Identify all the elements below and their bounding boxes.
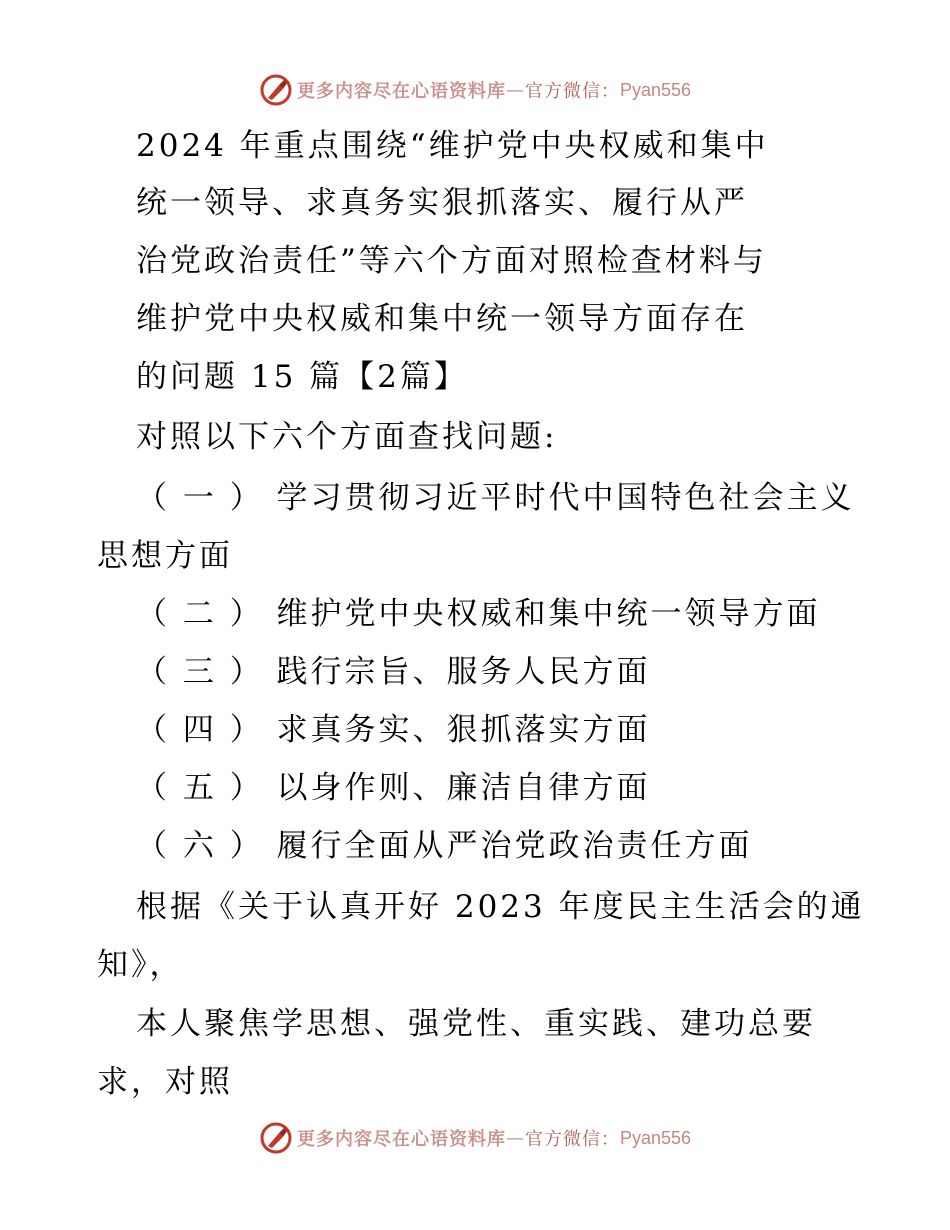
title-line-3: 治党政治责任”等六个方面对照检查材料与 [136, 243, 767, 279]
banner-separator: — [505, 1127, 525, 1149]
list-item-4: （ 四 ） 求真务实、狠抓落实方面 [136, 712, 651, 748]
banner-official-label: 官方微信： [524, 81, 620, 102]
list-item-5: （ 五 ） 以身作则、廉洁自律方面 [136, 770, 651, 806]
banner-separator: — [505, 79, 525, 101]
title-line-5: 的问题 15 篇【2篇】 [136, 359, 468, 395]
banner-official-label: 官方微信： [524, 1129, 620, 1150]
banner-wechat-id: Pyan556 [619, 1127, 692, 1148]
list-item-2: （ 二 ） 维护党中央权威和集中统一领导方面 [136, 596, 821, 632]
list-item-6: （ 六 ） 履行全面从严治党政治责任方面 [136, 828, 753, 864]
list-item-1-cont: 思想方面 [97, 538, 233, 574]
banner-brand: 更多内容尽在心语资料库 [296, 81, 506, 102]
list-item-3: （ 三 ） 践行宗旨、服务人民方面 [136, 654, 651, 690]
paragraph-2-line-2: 求，对照 [97, 1064, 233, 1100]
paragraph-1-line-1: 根据《关于认真开好 2023 年度民主生活会的通 [136, 889, 865, 925]
header-banner [0, 70, 950, 110]
footer-banner [0, 1118, 950, 1158]
title-line-1: 2024 年重点围绕“维护党中央权威和集中 [136, 128, 769, 164]
pen-nib-logo-icon [259, 1121, 293, 1155]
paragraph-1-line-2: 知》， [97, 947, 184, 983]
title-line-2: 统一领导、求真务实狠抓落实、履行从严 [136, 185, 748, 221]
banner-brand: 更多内容尽在心语资料库 [296, 1129, 506, 1150]
list-item-1: （ 一 ） 学习贯彻习近平时代中国特色社会主义 [136, 480, 855, 516]
pen-nib-logo-icon [259, 73, 293, 107]
title-line-4: 维护党中央权威和集中统一领导方面存在 [136, 301, 748, 337]
paragraph-2-line-1: 本人聚焦学思想、强党性、重实践、建功总要 [136, 1006, 816, 1042]
banner-wechat-id: Pyan556 [619, 79, 692, 100]
intro-text: 对照以下六个方面查找问题: [136, 419, 558, 455]
